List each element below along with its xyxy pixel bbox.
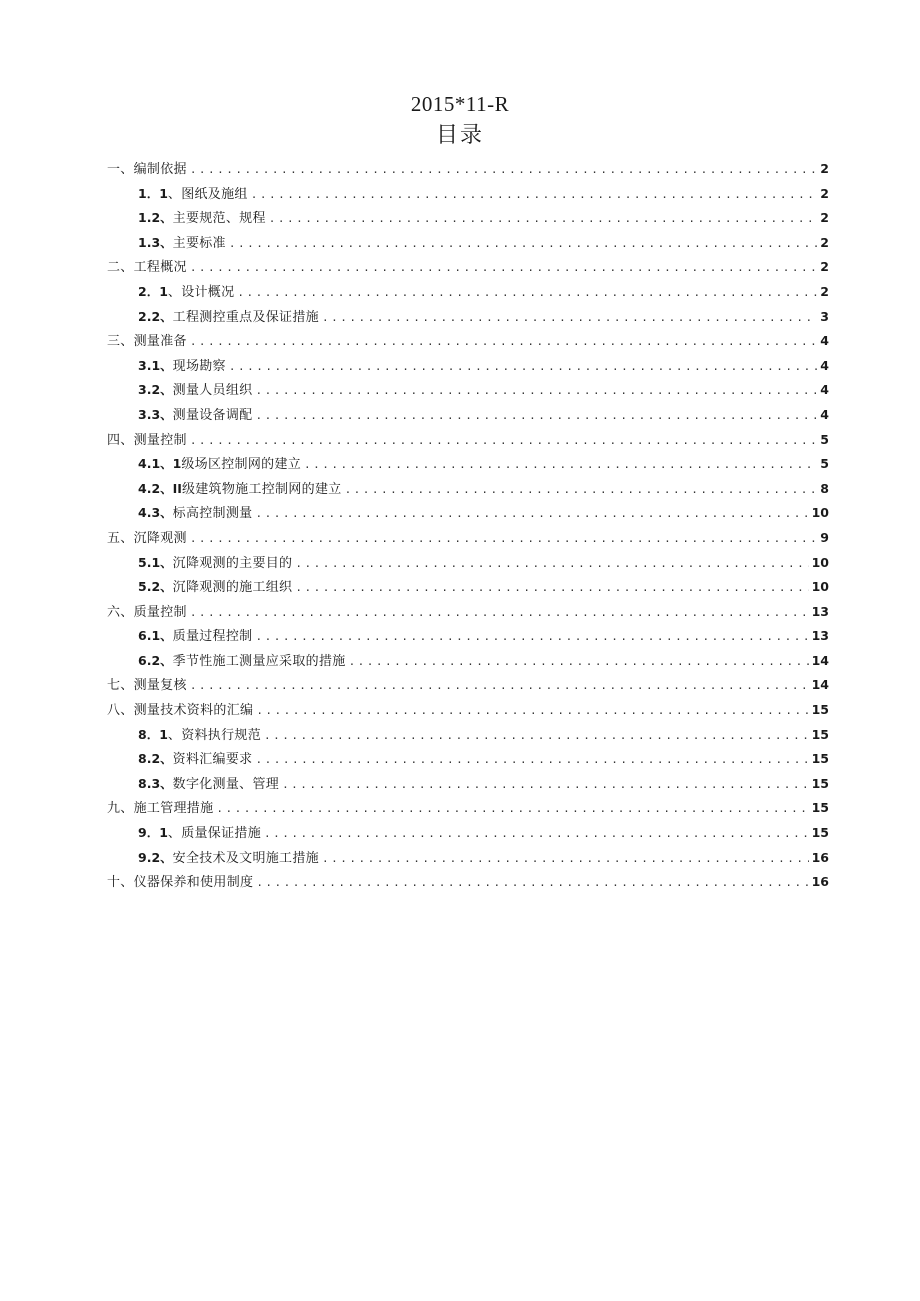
toc-entry-label: 标高控制测量: [172, 506, 253, 522]
toc-chapter-entry[interactable]: [107, 330, 829, 355]
toc-page-number: 8: [820, 480, 829, 496]
toc-leader-dots: [322, 311, 817, 324]
toc-leader-dots: [190, 532, 817, 545]
toc-section-entry[interactable]: [107, 183, 829, 208]
toc-leader-dots: [255, 753, 808, 766]
toc-section-entry[interactable]: [107, 822, 829, 847]
toc-section-entry[interactable]: [107, 207, 829, 232]
toc-leader-dots: [264, 827, 809, 840]
toc-leader-dots: [190, 679, 809, 692]
toc-page-number: 9: [820, 529, 829, 545]
toc-section-entry[interactable]: [107, 306, 829, 331]
toc-page-number: 14: [811, 652, 829, 668]
toc-leader-dots: [229, 360, 817, 373]
toc-page-number: 4: [820, 333, 829, 349]
toc-entry-label: 测量人员组织: [172, 383, 253, 399]
toc-section-entry[interactable]: [107, 724, 829, 749]
toc-leader-dots: [255, 630, 808, 643]
toc-entry-number: 6.2、: [138, 652, 173, 668]
toc-leader-dots: [349, 655, 809, 668]
toc-leader-dots: [190, 163, 817, 176]
toc-page-number: 15: [811, 726, 829, 742]
toc-entry-number: 4.3、: [138, 505, 173, 521]
toc-section-entry[interactable]: [107, 552, 829, 577]
toc-leader-dots: [269, 212, 818, 225]
toc-page-number: 2: [820, 210, 829, 226]
toc-page-number: 16: [811, 849, 829, 865]
toc-entry-number: 5.1、: [138, 554, 173, 570]
toc-entry-number: 4.2、II: [138, 480, 182, 496]
toc-leader-dots: [295, 581, 808, 594]
toc-leader-dots: [237, 286, 817, 299]
toc-entry-label: 二、工程概况: [107, 260, 187, 276]
toc-section-entry[interactable]: [107, 232, 829, 257]
toc-entry-label: 测量设备调配: [172, 407, 253, 423]
toc-entry-number: 8.3、: [138, 775, 173, 791]
toc-section-entry[interactable]: [107, 453, 829, 478]
toc-entry-number: 2.2、: [138, 308, 173, 324]
toc-page-number: 10: [811, 505, 829, 521]
toc-leader-dots: [256, 876, 808, 889]
toc-chapter-entry[interactable]: [107, 871, 829, 896]
toc-page-number: 13: [811, 603, 829, 619]
toc-leader-dots: [190, 261, 817, 274]
toc-section-entry[interactable]: [107, 478, 829, 503]
toc-entry-label: 现场勘察: [172, 358, 226, 374]
toc-entry-label: 四、测量控制: [107, 432, 187, 448]
toc-page-number: 14: [811, 677, 829, 693]
toc-entry-label: 、设计概况: [167, 284, 235, 300]
toc-page-number: 2: [820, 283, 829, 299]
toc-entry-label: 九、施工管理措施: [107, 801, 214, 817]
toc-page-number: 4: [820, 382, 829, 398]
toc-entry-number: 1.3、: [138, 234, 173, 250]
toc-entry-number: 3.1、: [138, 357, 173, 373]
toc-entry-number: 8．1: [138, 726, 168, 742]
toc-chapter-entry[interactable]: [107, 601, 829, 626]
toc-page-number: 10: [811, 579, 829, 595]
toc-leader-dots: [322, 852, 809, 865]
toc-section-entry[interactable]: [107, 355, 829, 380]
toc-section-entry[interactable]: [107, 650, 829, 675]
page-title: 目录: [435, 123, 484, 148]
toc-leader-dots: [295, 557, 808, 570]
toc-leader-dots: [229, 237, 817, 250]
toc-page-number: 4: [820, 406, 829, 422]
toc-section-entry[interactable]: [107, 281, 829, 306]
toc-leader-dots: [304, 458, 817, 471]
toc-entry-label: 十、仪器保养和使用制度: [107, 875, 254, 891]
toc-entry-label: 沉降观测的主要目的: [172, 555, 293, 571]
toc-leader-dots: [264, 729, 809, 742]
toc-leader-dots: [190, 606, 809, 619]
toc-page-number: 3: [820, 308, 829, 324]
toc-entry-label: 主要规范、规程: [172, 211, 266, 227]
toc-entry-number: 1.2、: [138, 210, 173, 226]
toc-entry-label: 、资料执行规范: [167, 727, 262, 743]
toc-entry-number: 5.2、: [138, 579, 173, 595]
toc-entry-number: 2．1: [138, 283, 168, 299]
toc-page-number: 15: [811, 800, 829, 816]
toc-page-number: 5: [820, 456, 829, 472]
toc-page-number: 13: [811, 628, 829, 644]
toc-page-number: 4: [820, 357, 829, 373]
toc-section-entry[interactable]: [107, 576, 829, 601]
toc-entry-label: 六、质量控制: [107, 604, 187, 620]
toc-chapter-entry[interactable]: [107, 699, 829, 724]
toc-page-number: 16: [811, 874, 829, 890]
toc-entry-number: 9．1: [138, 825, 168, 841]
toc-entry-label: 、质量保证措施: [167, 826, 262, 842]
toc-entry-number: 6.1、: [138, 628, 173, 644]
toc-entry-number: 4.1、1: [138, 456, 182, 472]
toc-entry-label: 数字化测量、管理: [172, 776, 280, 792]
toc-entry-number: 8.2、: [138, 751, 173, 767]
document-code: 2015*11-R: [410, 92, 510, 116]
toc-section-entry[interactable]: [107, 502, 829, 527]
toc-chapter-entry[interactable]: [107, 256, 829, 281]
toc-page-number: 2: [820, 161, 829, 176]
toc-page-number: 15: [811, 775, 829, 791]
toc-entry-label: 季节性施工测量应采取的措施: [172, 653, 346, 669]
toc-entry-number: 3.2、: [138, 382, 173, 398]
toc-page-number: 15: [811, 751, 829, 767]
toc-section-entry[interactable]: [107, 404, 829, 429]
toc-chapter-entry[interactable]: [107, 674, 829, 699]
toc-leader-dots: [255, 507, 808, 520]
toc-section-entry[interactable]: [107, 748, 829, 773]
toc-entry-label: 沉降观测的施工组织: [172, 580, 293, 596]
toc-leader-dots: [251, 188, 818, 201]
toc-entry-label: 资料汇编要求: [172, 752, 253, 768]
toc-page-number: 15: [811, 825, 829, 841]
toc-leader-dots: [282, 778, 809, 791]
toc-entry-number: 1．1: [138, 185, 168, 201]
toc-leader-dots: [190, 434, 817, 447]
toc-leader-dots: [345, 483, 818, 496]
toc-leader-dots: [255, 384, 817, 397]
toc-entry-label: 一、编制依据: [107, 162, 187, 177]
toc-entry-number: 9.2、: [138, 849, 173, 865]
toc-page-number: 15: [811, 702, 829, 718]
toc-entry-label: 三、测量准备: [107, 334, 187, 350]
toc-section-entry[interactable]: [107, 847, 829, 872]
toc-chapter-entry[interactable]: [107, 158, 829, 183]
toc-entry-label: 八、测量技术资料的汇编: [107, 703, 254, 719]
toc-entry-label: 级场区控制网的建立: [181, 457, 302, 473]
toc-entry-number: 3.3、: [138, 406, 173, 422]
toc-page-number: 5: [820, 431, 829, 447]
toc-leader-dots: [190, 335, 817, 348]
toc-page-number: 10: [811, 554, 829, 570]
toc-entry-label: 、图纸及施组: [167, 186, 248, 202]
toc-leader-dots: [256, 704, 808, 717]
toc-entry-label: 主要标准: [172, 235, 226, 251]
toc-entry-label: 七、测量复核: [107, 678, 187, 694]
toc-section-entry[interactable]: [107, 773, 829, 798]
toc-entry-label: 五、沉降观测: [107, 530, 187, 546]
toc-page-number: 2: [820, 234, 829, 250]
toc-entry-label: 质量过程控制: [172, 629, 253, 645]
toc-entry-label: 工程测控重点及保证措施: [172, 309, 319, 325]
toc-chapter-entry[interactable]: [107, 429, 829, 454]
toc-leader-dots: [255, 409, 817, 422]
toc-entry-label: 级建筑物施工控制网的建立: [181, 481, 342, 497]
toc-entry-label: 安全技术及文明施工措施: [172, 850, 319, 866]
toc-page-number: 2: [820, 185, 829, 201]
table-of-contents: [107, 158, 829, 896]
toc-section-entry[interactable]: [107, 625, 829, 650]
toc-chapter-entry[interactable]: [107, 527, 829, 552]
toc-section-entry[interactable]: [107, 379, 829, 404]
toc-leader-dots: [216, 802, 808, 815]
toc-chapter-entry[interactable]: [107, 797, 829, 822]
toc-page-number: 2: [820, 259, 829, 275]
